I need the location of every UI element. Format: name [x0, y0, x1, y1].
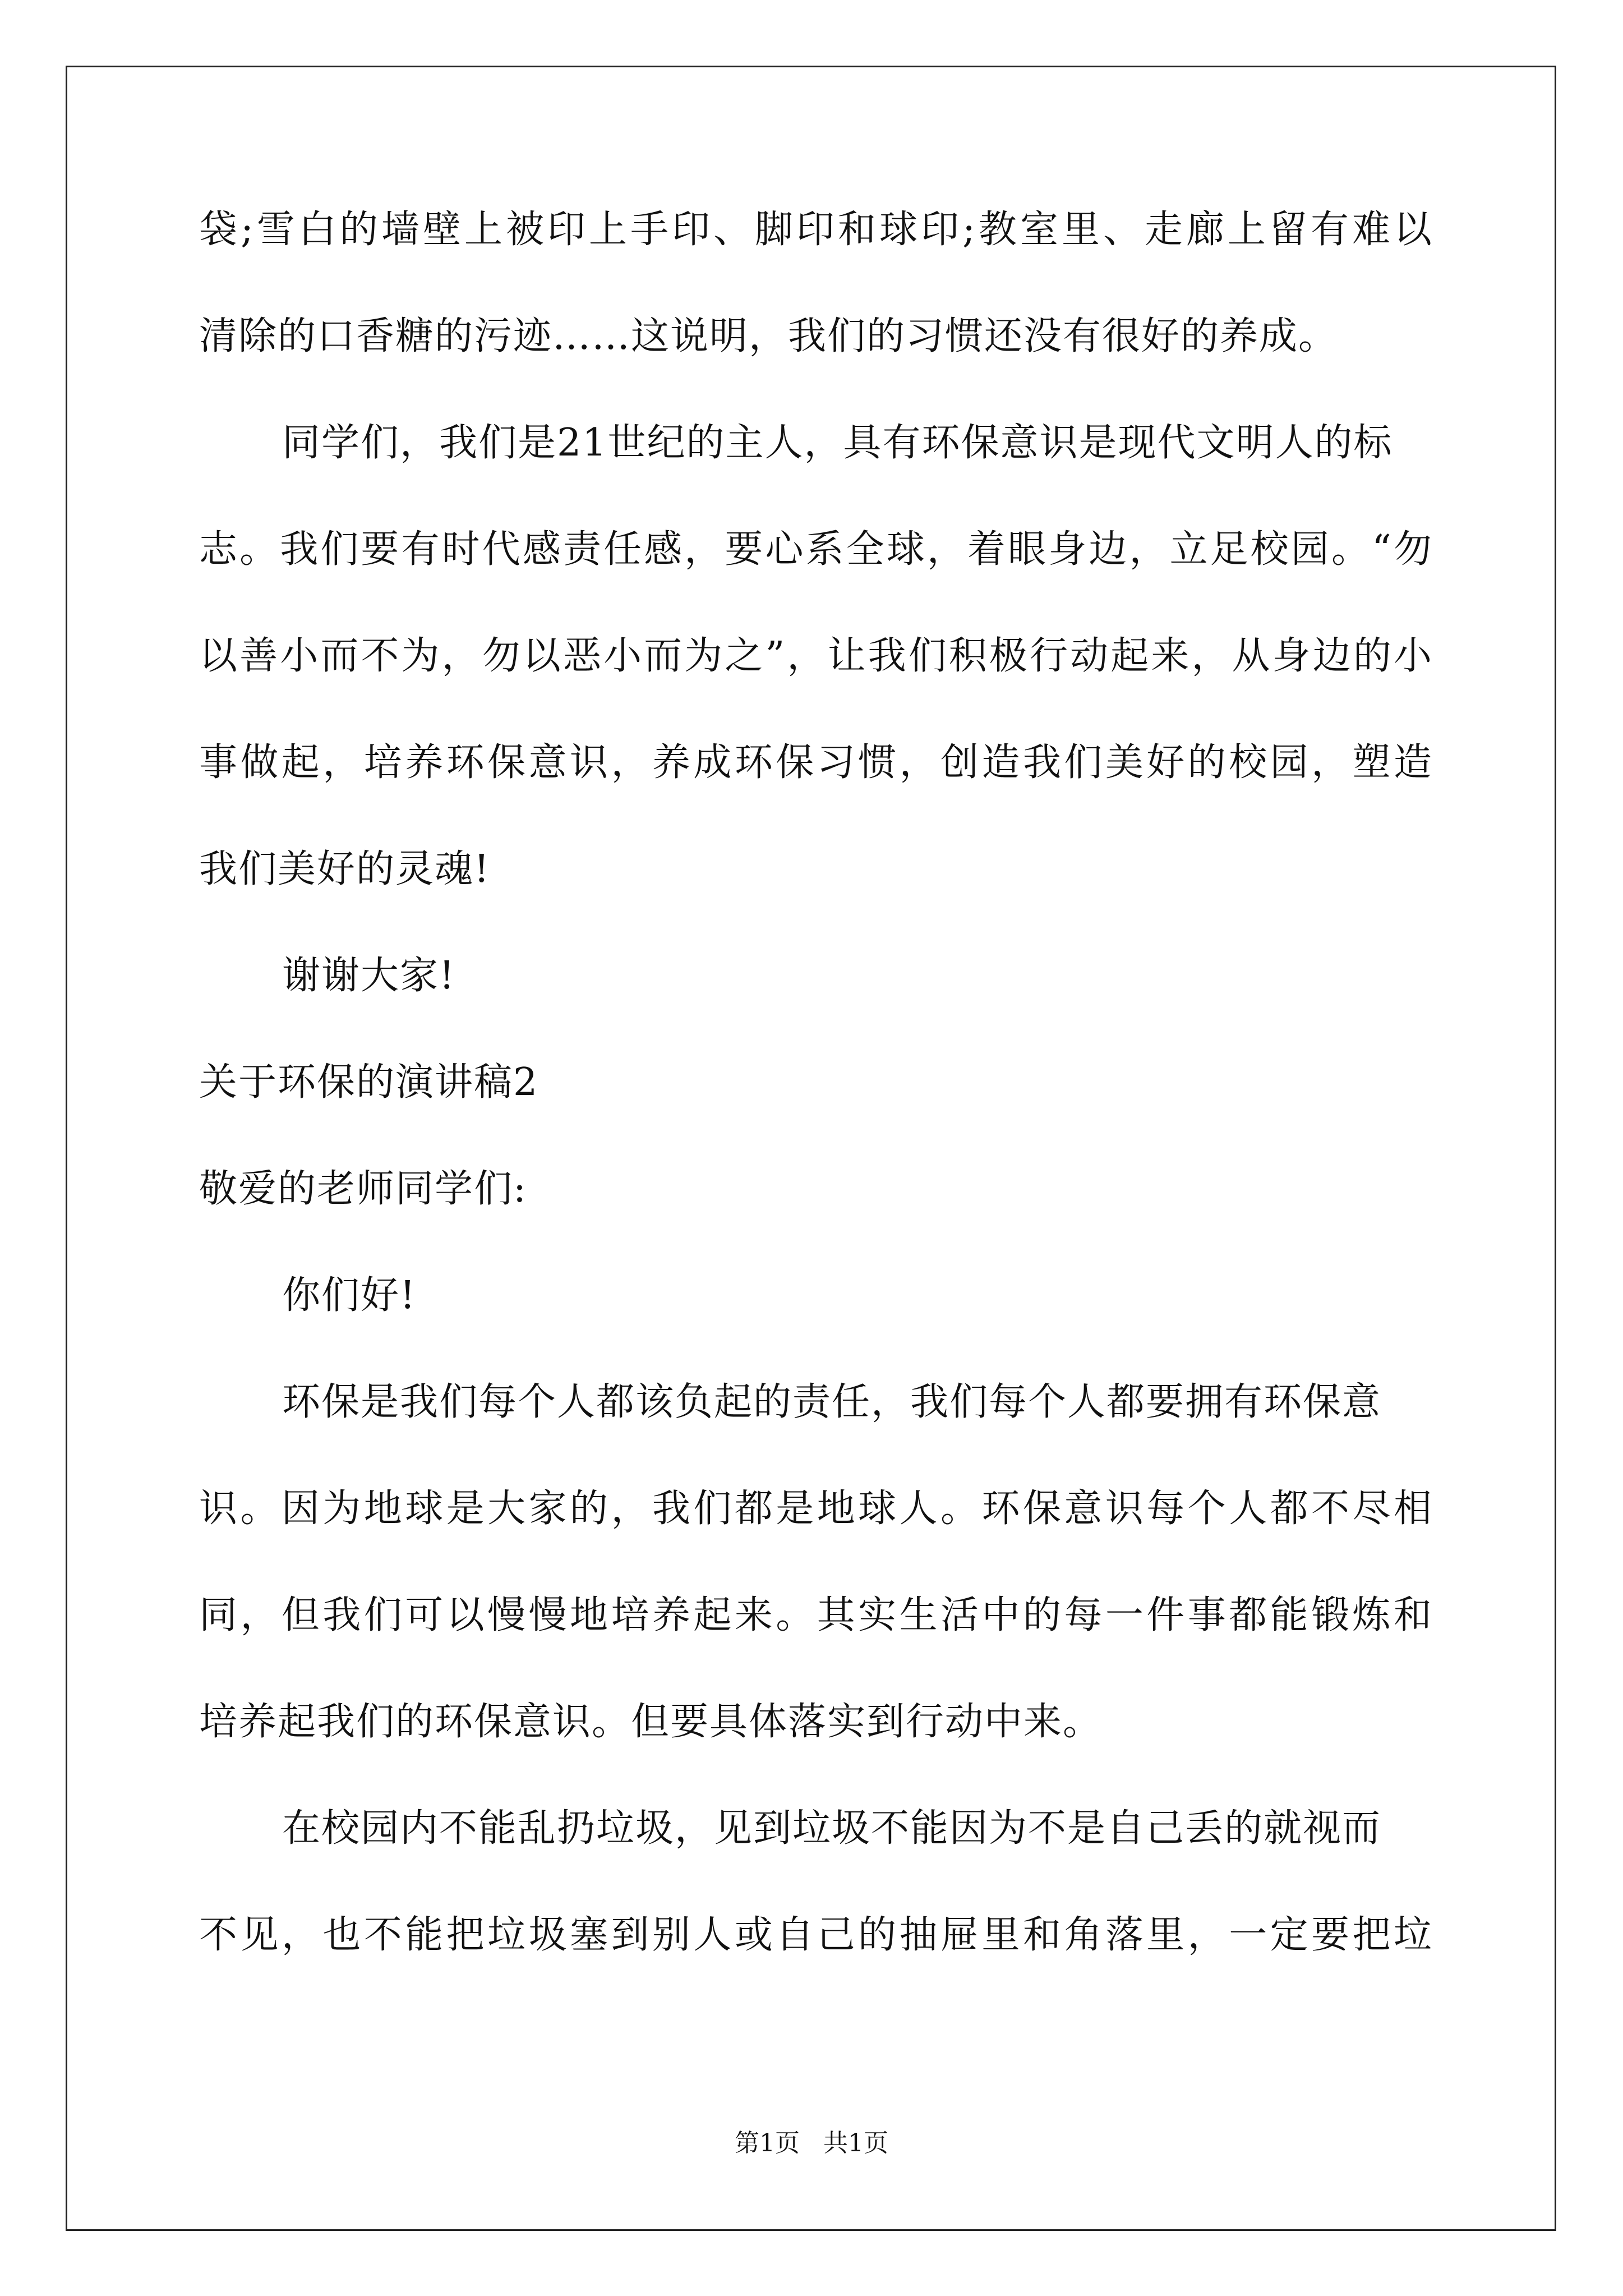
text-line: 同，但我们可以慢慢地培养起来。其实生活中的每一件事都能锻炼和: [199, 1593, 1433, 1637]
text-line: 不见，也不能把垃圾塞到别人或自己的抽屉里和角落里，一定要把垃: [199, 1913, 1433, 1957]
paragraph-start-line: 在校园内不能乱扔垃圾，见到垃圾不能因为不是自己丢的就视而: [282, 1806, 1382, 1851]
text-line: 袋;雪白的墙壁上被印上手印、脚印和球印;教室里、走廊上留有难以: [199, 208, 1433, 252]
text-line: 我们美好的灵魂!: [199, 847, 491, 891]
salutation: 敬爱的老师同学们:: [199, 1167, 527, 1211]
closing-line: 谢谢大家!: [282, 954, 456, 998]
text-line: 清除的口香糖的污迹……这说明，我们的习惯还没有很好的养成。: [199, 314, 1338, 358]
page-number-footer: 第1页 共1页: [735, 2129, 888, 2157]
text-line: 事做起，培养环保意识，养成环保习惯，创造我们美好的校园，塑造: [199, 740, 1433, 785]
greeting: 你们好!: [282, 1273, 417, 1318]
paragraph-start-line: 环保是我们每个人都该负起的责任，我们每个人都要拥有环保意: [282, 1380, 1382, 1424]
text-line: 识。因为地球是大家的，我们都是地球人。环保意识每个人都不尽相: [199, 1487, 1433, 1531]
text-line: 以善小而不为，勿以恶小而为之”，让我们积极行动起来，从身边的小: [199, 634, 1433, 678]
text-line: 志。我们要有时代感责任感，要心系全球，着眼身边，立足校园。“勿: [199, 527, 1433, 572]
section-heading: 关于环保的演讲稿2: [199, 1060, 539, 1105]
page-border: [66, 66, 1556, 2231]
text-line: 培养起我们的环保意识。但要具体落实到行动中来。: [199, 1700, 1103, 1744]
paragraph-start-line: 同学们，我们是21世纪的主人，具有环保意识是现代文明人的标: [282, 421, 1393, 465]
